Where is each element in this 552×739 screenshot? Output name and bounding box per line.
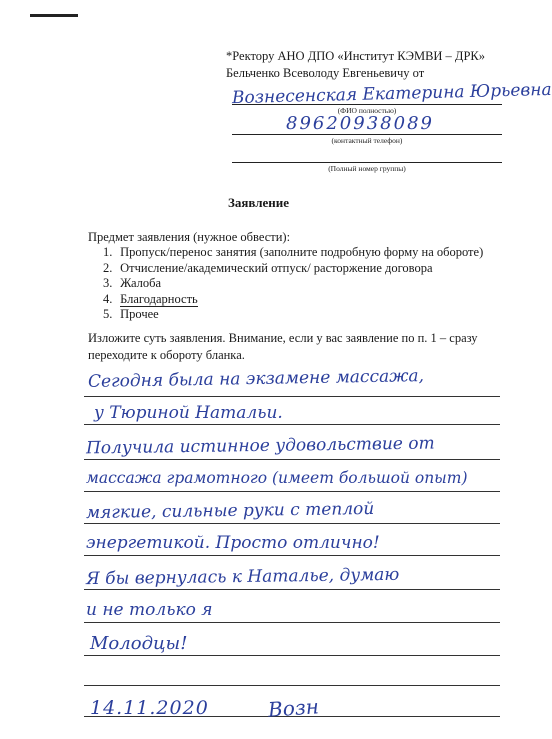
addressee-line-2: Бельченко Всеволоду Евгеньевичу от: [226, 66, 425, 80]
fio-caption: (ФИО полностью): [337, 106, 397, 115]
subject-option-label: Жалоба: [120, 276, 162, 290]
instruction-text: Изложите суть заявления. Внимание, если у вас заявление по п. 1 – сразу переходите к обороту бланка.: [88, 331, 478, 362]
addressee-block: [226, 48, 511, 82]
writing-line: [84, 396, 500, 397]
subject-option-label: Прочее: [120, 307, 159, 321]
subject-option-selected[interactable]: 4. Благодарность: [103, 291, 198, 306]
writing-line: [84, 523, 500, 524]
date-value: 14.11.2020: [90, 697, 209, 719]
fio-field-line: [232, 104, 502, 105]
handwritten-line: Получила истинное удовольствие от: [85, 433, 435, 459]
subject-option-label: Благодарность: [120, 291, 198, 306]
subject-option[interactable]: 3. Жалоба: [103, 276, 162, 290]
group-field-line: [232, 162, 502, 163]
subject-options-list: [103, 245, 483, 323]
corner-mark: [30, 14, 78, 17]
subject-option[interactable]: 5. Прочее: [103, 307, 159, 321]
handwritten-line: и не только я: [86, 600, 213, 620]
writing-line: [84, 555, 500, 556]
handwritten-line: Молодцы!: [90, 633, 188, 654]
phone-caption: (контактный телефон): [331, 136, 403, 145]
handwritten-line: у Тюриной Натальи.: [94, 403, 283, 423]
handwritten-line: энергетикой. Просто отлично!: [86, 533, 380, 553]
writing-line: [84, 459, 500, 460]
document-title: Заявление: [227, 195, 290, 210]
phone-field-value[interactable]: 89620938089: [286, 113, 434, 134]
group-caption: (Полный номер группы): [328, 164, 406, 173]
fio-field-value[interactable]: Вознесенская Екатерина Юрьевна: [231, 79, 552, 109]
subject-option-label: Пропуск/перенос занятия (заполните подробную форму на обороте): [120, 245, 484, 259]
handwritten-line: мягкие, сильные руки с теплой: [85, 498, 375, 524]
writing-line: [84, 622, 500, 623]
handwritten-line: Я бы вернулась к Наталье, думаю: [85, 564, 400, 590]
handwritten-line: массажа грамотного (имеет большой опыт): [86, 469, 468, 487]
handwritten-line: Сегодня была на экзамене массажа,: [87, 366, 425, 392]
subject-heading: Предмет заявления (нужное обвести):: [88, 230, 291, 244]
subject-option-label: Отчисление/академический отпуск/ расторжение договора: [120, 260, 433, 275]
writing-line: [84, 424, 500, 425]
writing-line: [84, 589, 500, 590]
subject-option[interactable]: 2. Отчисление/академический отпуск/ расторжение договора: [103, 260, 433, 275]
writing-line: [84, 491, 500, 492]
phone-field-line: [232, 134, 502, 135]
signature: Возн: [267, 694, 320, 722]
writing-line: [84, 685, 500, 686]
addressee-line-1: *Ректору АНО ДПО «Институт КЭМВИ – ДРК»: [226, 49, 486, 63]
subject-option[interactable]: 1. Пропуск/перенос занятия (заполните подробную форму на обороте): [103, 245, 484, 259]
writing-line: [84, 655, 500, 656]
